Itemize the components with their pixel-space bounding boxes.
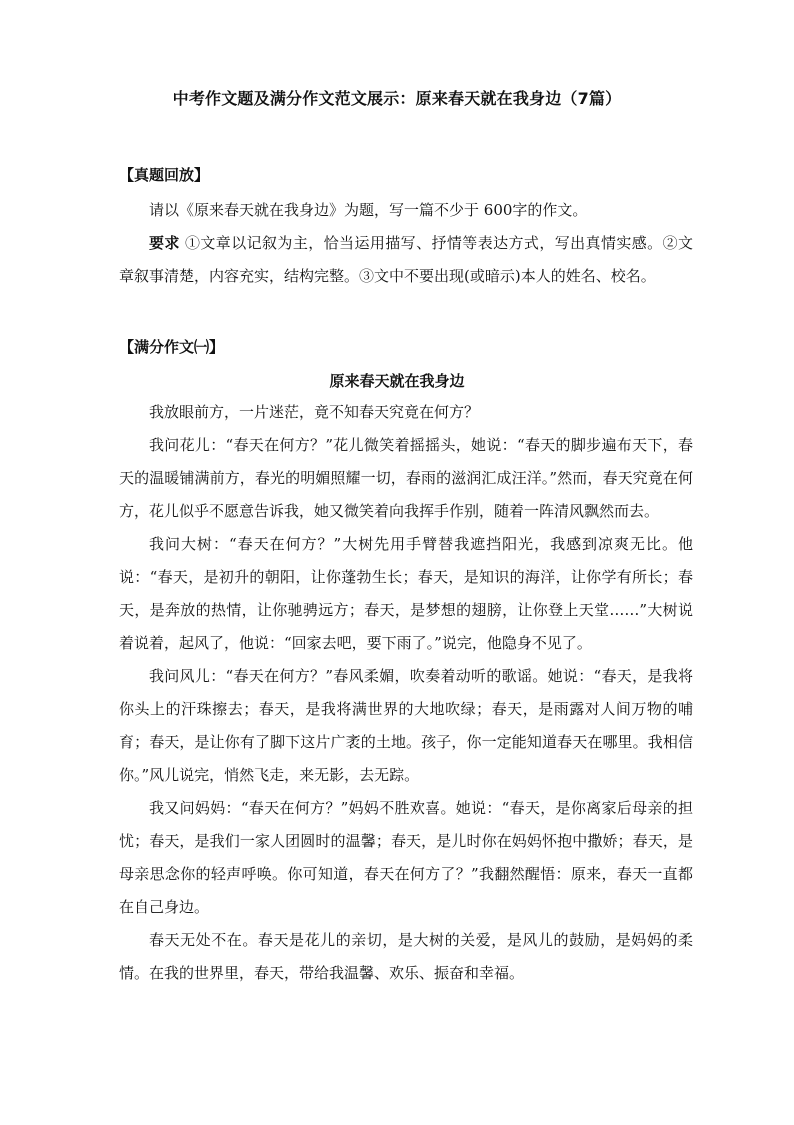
requirement-text: ①文章以记叙为主，恰当运用描写、抒情等表达方式，写出真情实感。②文章叙事清楚，内容充实，结构完整。③文中不要出现(或暗示)本人的姓名、校名。 (119, 234, 693, 285)
essay-paragraph: 我问花儿：“春天在何方？”花儿微笑着摇摇头，她说：“春天的脚步遍布天下，春天的温暖铺满前方，春光的明媚照耀一切，春雨的滋润汇成汪洋。”然而，春天究竟在何方，花儿似乎不愿意告诉我，她又微笑着向我挥手作别，随着一阵清风飘然而去。 (119, 436, 693, 520)
essay-title: 原来春天就在我身边 (329, 372, 465, 390)
section-heading-prompt: 【真题回放】 (119, 166, 210, 184)
essay-paragraph: 我又问妈妈：“春天在何方？”妈妈不胜欢喜。她说：“春天，是你离家后母亲的担忧；春天，是我们一家人团圆时的温馨；春天，是儿时你在妈妈怀抱中撒娇；春天，是母亲思念你的轻声呼唤。你可知道，春天在何方了？”我翻然醒悟：原来，春天一直都在自己身边。 (119, 799, 693, 916)
section-heading-essay: 【满分作文㈠】 (119, 338, 225, 356)
essay-paragraph: 我放眼前方，一片迷茫，竟不知春天究竟在何方？ (149, 403, 480, 421)
essay-body (119, 396, 693, 990)
prompt-paragraph: 请以《原来春天就在我身边》为题，写一篇不少于 600字的作文。 (149, 201, 588, 219)
requirement-paragraph (119, 227, 693, 293)
requirement-label: 要求 (149, 234, 180, 252)
essay-paragraph: 我问风儿：“春天在何方？”春风柔媚，吹奏着动听的歌谣。她说：“春天，是我将你头上的汗珠擦去；春天，是我将满世界的大地吹绿；春天，是雨露对人间万物的哺育；春天，是让你有了脚下这片广袤的土地。孩子，你一定能知道春天在哪里。我相信你。”风儿说完，悄然飞走，来无影，去无踪。 (119, 667, 693, 784)
essay-paragraph: 春天无处不在。春天是花儿的亲切，是大树的关爱，是风儿的鼓励，是妈妈的柔情。在我的世界里，春天，带给我温馨、欢乐、振奋和幸福。 (119, 931, 693, 982)
page-title: 中考作文题及满分作文范文展示：原来春天就在我身边（7篇） (172, 89, 622, 108)
essay-paragraph: 我问大树：“春天在何方？”大树先用手臂替我遮挡阳光，我感到凉爽无比。他说：“春天，是初升的朝阳，让你蓬勃生长；春天，是知识的海洋，让你学有所长；春天，是奔放的热情，让你驰骋远方；春天，是梦想的翅膀，让你登上天堂……”大树说着说着，起风了，他说：“回家去吧，要下雨了。”说完，他隐身不见了。 (119, 535, 693, 652)
